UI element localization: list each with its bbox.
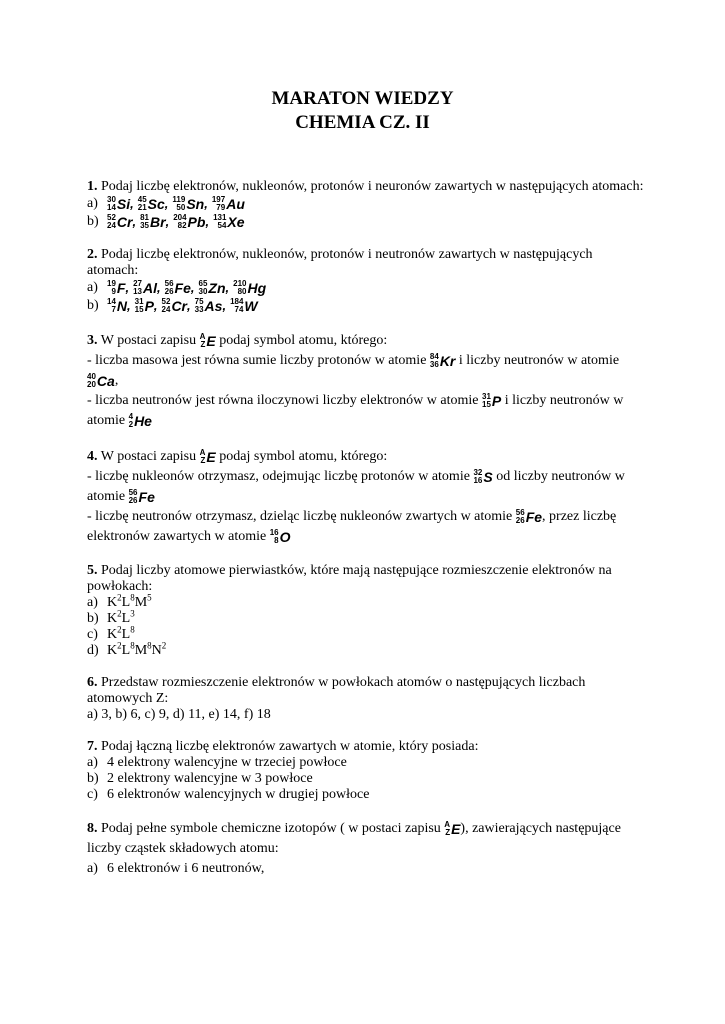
mass-number: 31: [134, 297, 144, 306]
nuclide-p: [482, 393, 501, 409]
element-symbol: Al: [143, 280, 157, 296]
atomic-number: 21: [137, 203, 147, 212]
atomic-number: 79: [216, 203, 226, 212]
atomic-number: 36: [429, 359, 439, 369]
element-symbol: As: [204, 298, 223, 314]
nuclide-e-notation: [200, 449, 216, 465]
mass-number: 65: [198, 279, 208, 288]
atomic-number: 54: [217, 221, 227, 230]
question-8-text: 8. Podaj pełne symbole chemiczne izotopów ( w postaci zapisu A Z E ), zawierających następujące liczby cząstek składowych atomu:: [87, 819, 621, 856]
question-2-b: b) 14 7 N , 31 15 P , 52 24 Cr , 75 33 As , 184 74 W: [87, 297, 258, 314]
atomic-number: 15: [482, 399, 491, 409]
mass-number: 197: [211, 195, 226, 204]
mass-number: A: [444, 819, 451, 829]
nuclide-symbol: [107, 214, 132, 230]
nuclide-symbol: [213, 214, 244, 230]
question-1-a: a) 30 14 Si , 45 21 Sc , 119 50 Sn , 197 79 Au: [87, 195, 245, 212]
mass-number: 32: [473, 467, 483, 477]
list-item: d) $K^2L^8M^8N^2$: [87, 640, 167, 658]
question-8-items: [87, 859, 647, 879]
nuclide-symbol: [230, 298, 258, 314]
atomic-number: 13: [133, 287, 142, 296]
mass-number: A: [199, 447, 206, 457]
question-2: [87, 247, 647, 315]
question-7: [87, 739, 647, 803]
question-2-text: 2. Podaj liczbę elektronów, nukleonów, protonów i neutronów zawartych w następujących atomach:: [87, 247, 593, 278]
element-symbol: O: [279, 528, 291, 545]
mass-number: 16: [269, 527, 279, 537]
element-symbol: He: [134, 412, 152, 429]
question-4-line-1: - liczbę nukleonów otrzymasz, odejmując liczbę protonów w atomie 32 16 S od liczby neutronów w atomie 56 26 Fe: [87, 467, 625, 505]
element-symbol: Si: [116, 196, 131, 212]
element-symbol: Cr: [116, 214, 133, 230]
mass-number: 40: [87, 371, 96, 381]
element-symbol: P: [491, 392, 502, 409]
element-symbol: Au: [226, 196, 245, 212]
element-symbol: Br: [150, 214, 166, 230]
atomic-number: 26: [515, 515, 525, 525]
nuclide-symbol: [138, 196, 165, 212]
atomic-number: 26: [128, 495, 138, 505]
question-3-text: 3. W postaci zapisu A Z E podaj symbol atomu, którego:: [87, 331, 388, 349]
element-symbol: Pb: [187, 214, 206, 230]
atomic-number: 24: [107, 221, 116, 230]
mass-number: 52: [161, 297, 171, 306]
element-symbol: Kr: [439, 352, 456, 369]
list-item: a) 4 elektrony walencyjne w trzeciej powłoce: [87, 755, 347, 770]
question-5-items: [87, 592, 647, 659]
nuclide-e-notation: [444, 821, 460, 837]
question-3: [87, 331, 647, 431]
nuclide-o: [270, 529, 291, 545]
nuclide-symbol: [195, 298, 223, 314]
electron-configuration: $K^2L^8M^8N^2$: [107, 640, 167, 658]
nuclide-symbol: [233, 280, 266, 296]
mass-number: 52: [107, 213, 116, 222]
mass-number: 210: [233, 279, 247, 288]
element-symbol: Ca: [96, 372, 115, 389]
question-6-values: a) 3, b) 6, c) 9, d) 11, e) 14, f) 18: [87, 707, 271, 722]
element-symbol: Fe: [138, 488, 155, 505]
nuclide-ca: [87, 373, 115, 389]
nuclide-symbol: [162, 298, 187, 314]
list-item: a) 6 elektronów i 6 neutronów,: [87, 861, 265, 876]
document-subtitle: CHEMIA CZ. II: [295, 112, 430, 133]
nuclide-symbol: [140, 214, 165, 230]
question-5: [87, 563, 647, 659]
atomic-number: 30: [198, 287, 208, 296]
mass-number: 19: [107, 279, 116, 288]
question-4-text: 4. W postaci zapisu A Z E podaj symbol atomu, którego:: [87, 447, 388, 465]
question-4-line-2: - liczbę neutronów otrzymasz, dzieląc liczbę nukleonów zwartych w atomie 56 26 Fe , przez liczbę elektronów zawartych w atomie 16 8 O: [87, 507, 617, 545]
mass-number: 75: [194, 297, 204, 306]
nuclide-symbol: [173, 214, 205, 230]
element-symbol: Sc: [147, 196, 165, 212]
element-symbol: F: [116, 280, 126, 296]
atomic-number: Z: [445, 827, 451, 837]
question-6: [87, 675, 647, 723]
atomic-number: 7: [111, 305, 116, 314]
element-symbol: E: [451, 820, 461, 837]
mass-number: 81: [140, 213, 149, 222]
atomic-number: Z: [200, 455, 206, 465]
nuclide-e-notation: [200, 333, 216, 349]
element-symbol: S: [483, 468, 493, 485]
atomic-number: 14: [107, 203, 116, 212]
mass-number: 56: [164, 279, 174, 288]
mass-number: 56: [128, 487, 138, 497]
atomic-number: 50: [176, 203, 186, 212]
element-symbol: Xe: [227, 214, 245, 230]
element-symbol: Sn: [186, 196, 205, 212]
atomic-number: 24: [161, 305, 171, 314]
list-item: b) 2 elektrony walencyjne w 3 powłoce: [87, 771, 313, 786]
nuclide-symbol: [107, 280, 125, 296]
nuclide-kr: [430, 353, 455, 369]
mass-number: 119: [172, 195, 186, 204]
electron-configuration: $K^2L^8$: [107, 624, 135, 642]
element-symbol: Fe: [174, 280, 191, 296]
nuclide-symbol: [165, 280, 191, 296]
atomic-number: 20: [87, 379, 96, 389]
question-8: [87, 819, 647, 879]
mass-number: 14: [107, 297, 116, 306]
question-7-text: 7. Podaj łączną liczbę elektronów zawartych w atomie, który posiada:: [87, 739, 479, 754]
atomic-number: 16: [473, 475, 483, 485]
question-3-line-2: - liczba neutronów jest równa iloczynowi liczby elektronów w atomie 31 15 P i liczby neutronów w atomie 4 2 He: [87, 391, 624, 429]
atomic-number: Z: [200, 339, 206, 349]
nuclide-symbol: [133, 280, 157, 296]
nuclide-s: [473, 469, 492, 485]
mass-number: 45: [137, 195, 147, 204]
electron-configuration: $K^2L^8M^5$: [107, 592, 152, 610]
question-3-line-1: - liczba masowa jest równa sumie liczby protonów w atomie 84 36 Kr i liczby neutronów w atomie 40 20 Ca ,: [87, 351, 620, 389]
mass-number: 131: [213, 213, 227, 222]
element-symbol: Cr: [171, 298, 187, 314]
nuclide-symbol: [172, 196, 204, 212]
nuclide-fe: [516, 509, 542, 525]
mass-number: 27: [133, 279, 142, 288]
element-symbol: Hg: [247, 280, 267, 296]
electron-configuration: $K^2L^3$: [107, 608, 135, 626]
nuclide-symbol: [135, 298, 154, 314]
mass-number: 56: [515, 507, 525, 517]
element-symbol: E: [206, 448, 216, 465]
question-7-items: [87, 755, 647, 803]
list-item: a) $K^2L^8M^5$: [87, 592, 152, 610]
list-item: c) $K^2L^8$: [87, 624, 135, 642]
nuclide-symbol: [199, 280, 226, 296]
element-symbol: N: [116, 298, 128, 314]
nuclide-symbol: [107, 298, 127, 314]
atomic-number: 9: [111, 287, 116, 296]
list-item: c) 6 elektronów walencyjnych w drugiej powłoce: [87, 787, 370, 802]
atomic-number: 74: [234, 305, 244, 314]
nuclide-he: [129, 413, 152, 429]
mass-number: 4: [128, 411, 134, 421]
document-title: MARATON WIEDZY: [271, 88, 454, 109]
list-item: b) $K^2L^3$: [87, 608, 135, 626]
question-4: [87, 447, 647, 547]
mass-number: 184: [230, 297, 244, 306]
atomic-number: 15: [134, 305, 144, 314]
question-6-text: 6. Przedstaw rozmieszczenie elektronów w powłokach atomów o następujących liczbach atomowych Z:: [87, 675, 586, 706]
atomic-number: 8: [274, 535, 279, 545]
element-symbol: E: [206, 332, 216, 349]
atomic-number: 82: [177, 221, 187, 230]
mass-number: 30: [107, 195, 116, 204]
nuclide-symbol: [212, 196, 245, 212]
atomic-number: 80: [237, 287, 247, 296]
question-2-a: a) 19 9 F , 27 13 Al , 56 26 Fe , 65 30 Zn , 210 80 Hg: [87, 279, 267, 296]
element-symbol: Zn: [208, 280, 226, 296]
nuclide-symbol: [107, 196, 130, 212]
question-1: [87, 179, 647, 231]
question-list: [87, 179, 647, 895]
element-symbol: P: [144, 298, 154, 314]
mass-number: A: [199, 331, 206, 341]
mass-number: 204: [173, 213, 187, 222]
nuclide-fe: [129, 489, 155, 505]
question-1-b: b) 52 24 Cr , 81 35 Br , 204 82 Pb , 131 54 Xe: [87, 213, 245, 230]
atomic-number: 2: [128, 419, 134, 429]
question-5-text: 5. Podaj liczby atomowe pierwiastków, które mają następujące rozmieszczenie elektronów na powłokach:: [87, 563, 612, 594]
atomic-number: 33: [194, 305, 204, 314]
mass-number: 31: [482, 391, 491, 401]
atomic-number: 35: [140, 221, 149, 230]
mass-number: 84: [429, 351, 439, 361]
element-symbol: Fe: [525, 508, 543, 525]
element-symbol: W: [244, 298, 258, 314]
question-1-text: 1. Podaj liczbę elektronów, nukleonów, protonów i neuronów zawartych w następujących atomach:: [87, 179, 644, 194]
atomic-number: 26: [164, 287, 174, 296]
